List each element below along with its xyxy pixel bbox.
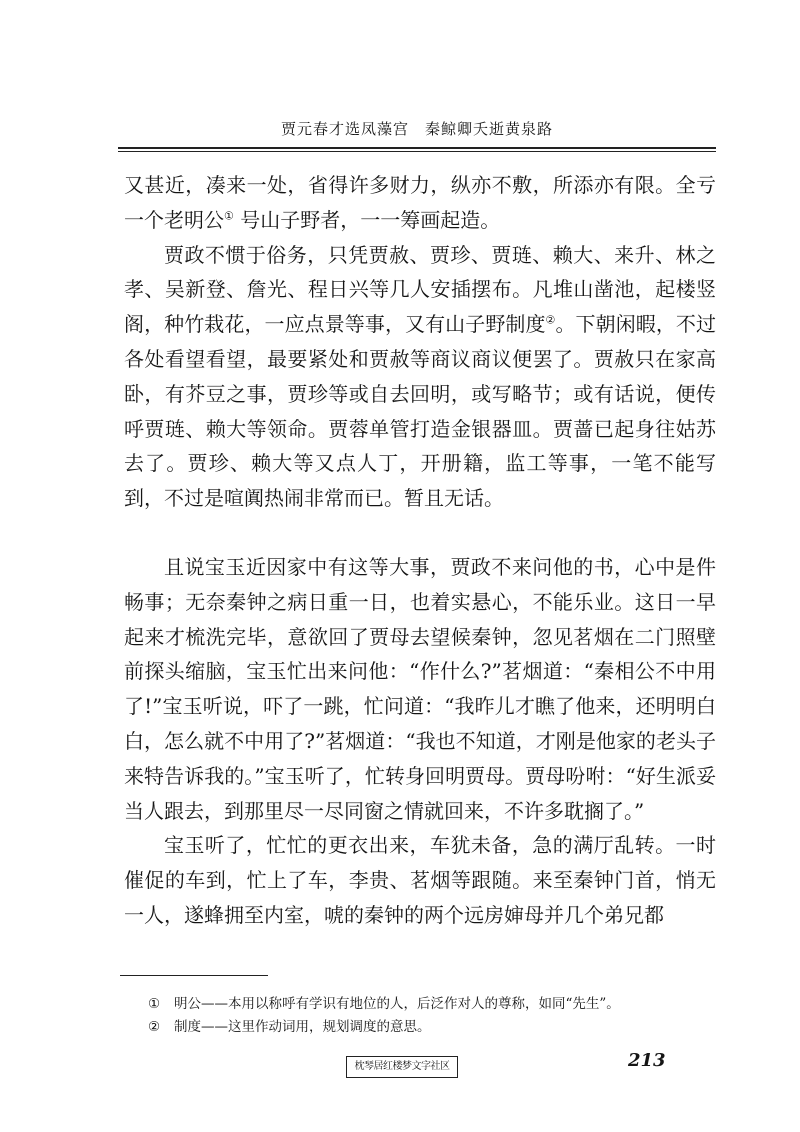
page-number: 213 [628,1050,666,1071]
paragraph [124,168,716,238]
paragraph [124,550,716,828]
footnote-text: 制度——这里作动词用，规划调度的意思。 [174,1019,431,1035]
footnote-mark: ① [148,996,161,1012]
footnote-2 [148,1016,718,1039]
running-head: 贾元春才选凤藻宫 秦鲸卿夭逝黄泉路 [280,120,553,138]
paragraph [124,828,716,932]
paragraph-text: 号山子野者，一一筹画起造。 [233,207,501,232]
header-rule [118,147,716,149]
paragraph-text: 且说宝玉近因家中有这等大事，贾政不来问他的书，心中是件畅事；无奈秦钟之病日重一日，也着实悬心，不能乐业。这日一早起来才梳洗完毕，意欲回了贾母去望候秦钟，忽见茗烟在二门照壁前探头缩脑，宝玉忙出来问他：“作什么?”茗烟道：“秦相公不中用了!”宝玉听说，吓了一跳，忙问道：“我昨儿才瞧了他来，还明明白白，怎么就不中用了?”茗烟道：“我也不知道，才刚是他家的老头子来特告诉我的。”宝玉听了，忙转身回明贾母。贾母吩咐：“好生派妥当人跟去，到那里尽一尽同窗之情就回来，不许多耽搁了。” [124,554,716,823]
footnote-divider [120,975,268,976]
body-text [124,168,716,933]
footnote-1 [148,993,718,1016]
source-stamp: 枕琴居红楼梦文字社区 [346,1056,458,1078]
footnotes [148,993,718,1039]
footnote-ref: ② [545,313,556,327]
paragraph-text: 宝玉听了，忙忙的更衣出来，车犹未备，急的满厅乱转。一时催促的车到，忙上了车，李贵、茗烟等跟随。来至秦钟门首，悄无一人，遂蜂拥至内室，唬的秦钟的两个远房婶母并几个弟兄都 [124,833,716,927]
paragraph [124,238,716,516]
paragraph-text: 又甚近，凑来一处，省得许多财力，纵亦不敷，所添亦有限。全亏一个老明公 [124,173,716,232]
footnote-ref: ① [224,209,234,223]
footnote-text: 明公——本用以称呼有学识有地位的人，后泛作对人的尊称，如同“先生”。 [174,996,620,1012]
paragraph-text: 。下朝闲暇，不过各处看望看望，最要紧处和贾赦等商议商议便罢了。贾赦只在家高卧，有芥豆之事，贾珍等或自去回明，或写略节；或有话说，便传呼贾琏、赖大等领命。贾蓉单管打造金银器皿。贾蔷已起身往姑苏去了。贾珍、赖大等又点人丁，开册籍，监工等事，一笔不能写到，不过是喧阗热闹非常而已。暂且无话。 [124,312,716,511]
header-rule-thin [118,151,716,152]
paragraph-text: 贾政不惯于俗务，只凭贾赦、贾珍、贾琏、赖大、来升、林之孝、吴新登、詹光、程日兴等几人安插摆布。凡堆山凿池，起楼竖阁，种竹栽花，一应点景等事，又有山子野制度 [124,242,716,337]
footnote-mark: ② [148,1019,161,1035]
